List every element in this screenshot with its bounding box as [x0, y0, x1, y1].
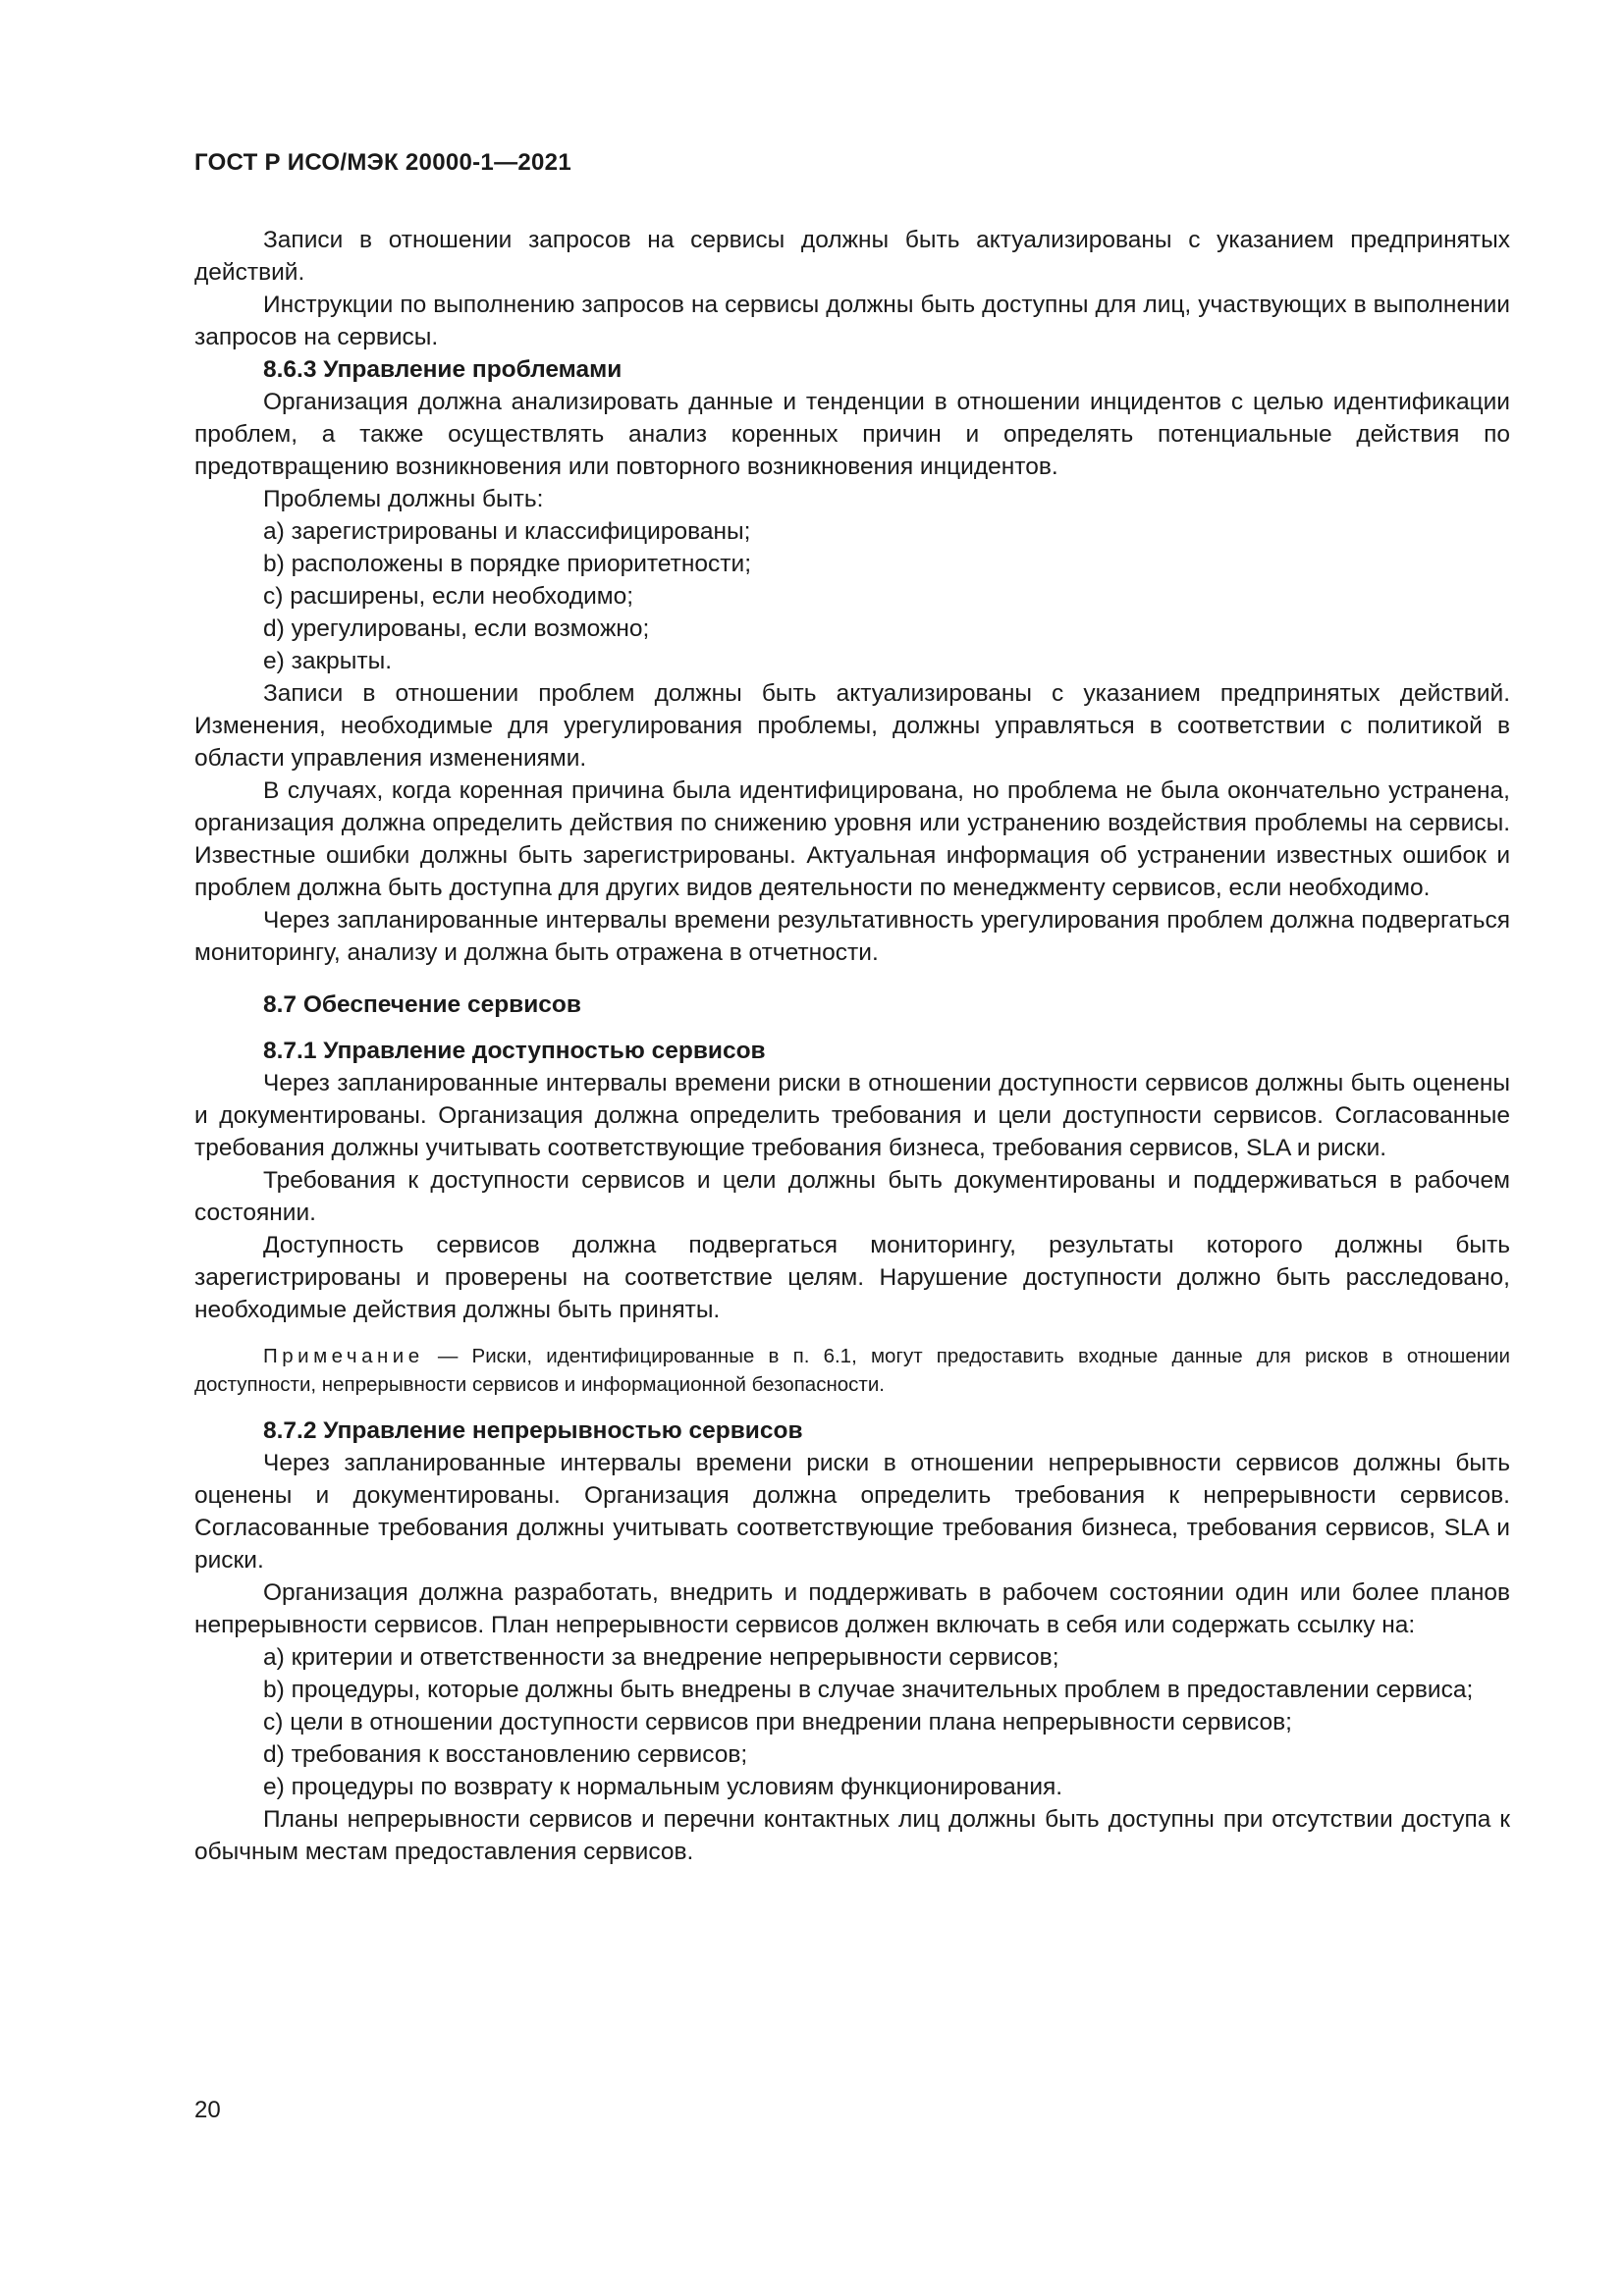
paragraph: В случаях, когда коренная причина была идентифицирована, но проблема не была окончательно устранена, организация должна определить действия по снижению уровня или устранению воздействия проблемы на сервисы. Известные ошибки должны быть зарегистрированы. Актуальная информация об устранении известных ошибок и проблем должна быть доступна для других видов деятельности по менеджменту сервисов, если необходимо.	[194, 777, 1510, 901]
paragraph: Записи в отношении запросов на сервисы должны быть актуализированы с указанием предпринятых действий.	[194, 227, 1510, 286]
paragraph: Требования к доступности сервисов и цели должны быть документированы и поддерживаться в рабочем состоянии.	[194, 1167, 1510, 1226]
note	[194, 1342, 1510, 1399]
list-item: b) расположены в порядке приоритетности;	[263, 551, 751, 577]
list-item: e) процедуры по возврату к нормальным условиям функционирования.	[263, 1774, 1063, 1800]
paragraph: Через запланированные интервалы времени результативность урегулирования проблем должна подвергаться мониторингу, анализу и должна быть отражена в отчетности.	[194, 907, 1510, 966]
section-heading-8-6-3: 8.6.3 Управление проблемами	[263, 356, 623, 383]
standard-header: ГОСТ Р ИСО/МЭК 20000-1—2021	[194, 149, 571, 176]
list-item: a) критерии и ответственности за внедрение непрерывности сервисов;	[263, 1644, 1059, 1671]
paragraph: Через запланированные интервалы времени риски в отношении непрерывности сервисов должны быть оценены и документированы. Организация должна определить требования к непрерывности сервисов. Согласованные требования должны учитывать соответствующие требования бизнеса, требования сервисов, SLA и риски.	[194, 1450, 1510, 1574]
list-item: a) зарегистрированы и классифицированы;	[263, 518, 751, 545]
paragraph: Планы непрерывности сервисов и перечни контактных лиц должны быть доступны при отсутствии доступа к обычным местам предоставления сервисов.	[194, 1806, 1510, 1865]
list-item: c) цели в отношении доступности сервисов при внедрении плана непрерывности сервисов;	[263, 1709, 1292, 1735]
list-item: e) закрыты.	[263, 648, 393, 674]
paragraph: Записи в отношении проблем должны быть актуализированы с указанием предпринятых действий. Изменения, необходимые для урегулирования проблемы, должны управляться в соответствии с политикой в области управления изменениями.	[194, 680, 1510, 772]
section-heading-8-7-1: 8.7.1 Управление доступностью сервисов	[263, 1038, 766, 1064]
document-body	[194, 224, 1510, 1868]
paragraph: Инструкции по выполнению запросов на сервисы должны быть доступны для лиц, участвующих в выполнении запросов на сервисы.	[194, 292, 1510, 350]
section-heading-8-7-2: 8.7.2 Управление непрерывностью сервисов	[263, 1417, 803, 1444]
list-item: b) процедуры, которые должны быть внедрены в случае значительных проблем в предоставлении сервиса;	[263, 1677, 1474, 1703]
paragraph: Организация должна разработать, внедрить и поддерживать в рабочем состоянии один или более планов непрерывности сервисов. План непрерывности сервисов должен включать в себя или содержать ссылку на:	[194, 1579, 1510, 1638]
list-item: c) расширены, если необходимо;	[263, 583, 634, 610]
paragraph: Доступность сервисов должна подвергаться мониторингу, результаты которого должны быть зарегистрированы и проверены на соответствие целям. Нарушение доступности должно быть расследовано, необходимые действия должны быть приняты.	[194, 1232, 1510, 1323]
list-item: d) урегулированы, если возможно;	[263, 615, 650, 642]
paragraph: Через запланированные интервалы времени риски в отношении доступности сервисов должны быть оценены и документированы. Организация должна определить требования и цели доступности сервисов. Согласованные требования должны учитывать соответствующие требования бизнеса, требования сервисов, SLA и риски.	[194, 1070, 1510, 1161]
section-heading-8-7: 8.7 Обеспечение сервисов	[263, 991, 581, 1018]
page-number: 20	[194, 2097, 221, 2123]
list-item: d) требования к восстановлению сервисов;	[263, 1741, 748, 1768]
paragraph: Организация должна анализировать данные и тенденции в отношении инцидентов с целью идентификации проблем, а также осуществлять анализ коренных причин и определять потенциальные действия по предотвращению возникновения или повторного возникновения инцидентов.	[194, 389, 1510, 480]
note-label: Примечание	[263, 1345, 424, 1367]
paragraph: Проблемы должны быть:	[263, 486, 544, 512]
note-text: — Риски, идентифицированные в п. 6.1, могут предоставить входные данные для рисков в отношении доступности, непрерывности сервисов и информационной безопасности.	[194, 1345, 1510, 1396]
